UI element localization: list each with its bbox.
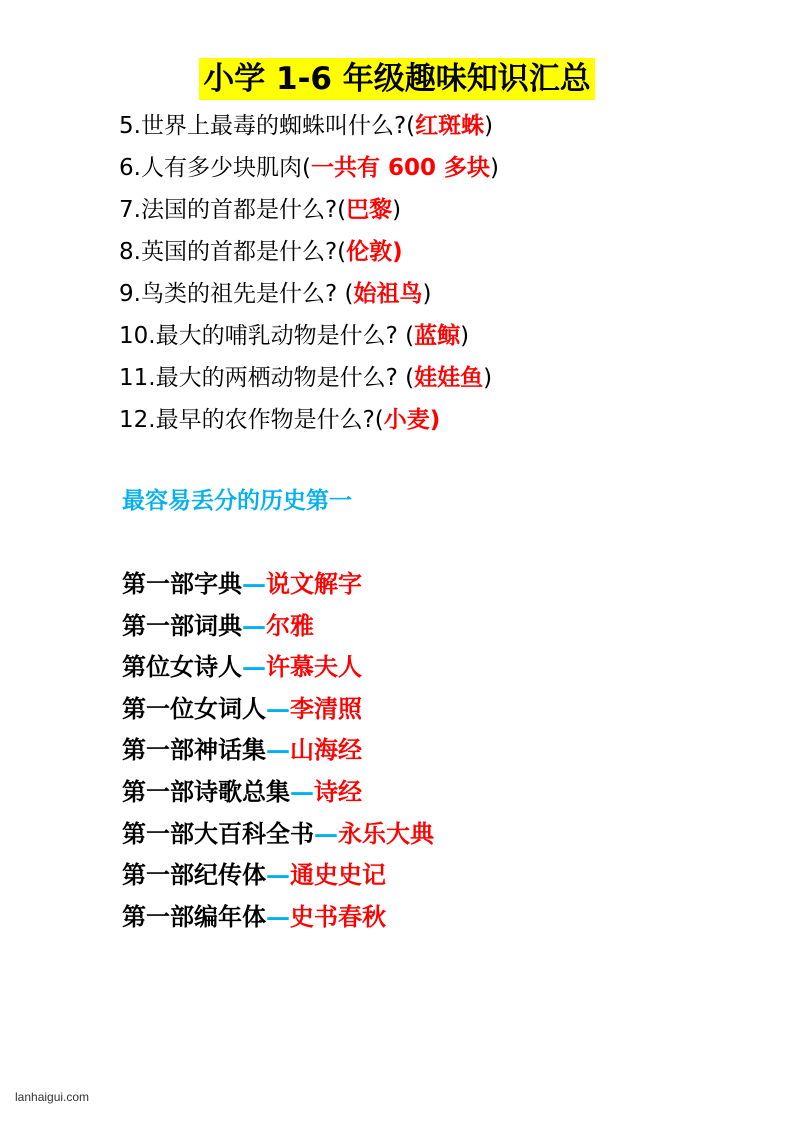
qa-close-paren: ) <box>460 323 470 349</box>
qa-open-paren: ( <box>406 113 416 139</box>
first-answer: 永乐大典 <box>338 818 434 848</box>
history-first-item <box>122 605 434 647</box>
first-dash: — <box>266 860 290 890</box>
history-first-item <box>122 896 434 938</box>
qa-item <box>119 105 499 147</box>
qa-close-paren: ) <box>392 197 402 223</box>
qa-answer: 小麦) <box>383 407 441 433</box>
section-heading: 最容易丢分的历史第一 <box>122 487 352 514</box>
page-title: 小学 1-6 年级趣味知识汇总 <box>199 58 595 100</box>
qa-open-paren: ( <box>344 281 354 307</box>
qa-question: 7.法国的首都是什么? <box>119 197 338 223</box>
first-label: 第一部诗歌总集 <box>122 776 290 806</box>
qa-close-paren: ) <box>422 281 432 307</box>
qa-open-paren: ( <box>374 407 384 433</box>
history-first-item <box>122 563 434 605</box>
first-answer: 山海经 <box>290 735 362 765</box>
history-first-item <box>122 771 434 813</box>
qa-question: 11.最大的两栖动物是什么? <box>119 365 406 391</box>
first-answer: 说文解字 <box>266 569 362 598</box>
qa-list <box>119 105 499 441</box>
qa-close-paren: ) <box>489 155 499 181</box>
first-answer: 通史史记 <box>290 860 386 890</box>
first-label: 第一部纪传体 <box>122 860 266 890</box>
history-first-item <box>122 688 434 730</box>
qa-answer: 一共有 600 多块 <box>310 155 490 181</box>
qa-answer: 蓝鲸 <box>414 323 461 349</box>
qa-close-paren: ) <box>483 365 493 391</box>
qa-open-paren: ( <box>337 239 347 265</box>
qa-item <box>119 399 499 441</box>
qa-answer: 红斑蛛 <box>415 113 485 139</box>
qa-open-paren: ( <box>301 155 311 181</box>
first-dash: — <box>242 610 266 640</box>
qa-open-paren: ( <box>405 323 415 349</box>
first-answer: 诗经 <box>314 776 362 806</box>
first-label: 第位女诗人 <box>122 652 242 682</box>
qa-close-paren: ) <box>484 113 494 139</box>
first-dash: — <box>266 693 290 723</box>
first-dash: — <box>242 652 266 682</box>
first-dash: — <box>242 569 266 598</box>
history-first-item <box>122 729 434 771</box>
qa-item <box>119 273 499 315</box>
qa-open-paren: ( <box>405 365 415 391</box>
qa-answer: 始祖鸟 <box>353 281 423 307</box>
first-dash: — <box>266 735 290 765</box>
qa-item <box>119 357 499 399</box>
first-answer: 李清照 <box>290 693 362 723</box>
qa-item <box>119 147 499 189</box>
first-answer: 许慕夫人 <box>266 652 362 682</box>
history-first-item <box>122 646 434 688</box>
qa-answer: 娃娃鱼 <box>414 365 484 391</box>
first-dash: — <box>290 776 314 806</box>
qa-question: 12.最早的农作物是什么? <box>119 407 375 433</box>
qa-item <box>119 189 499 231</box>
history-firsts-list <box>122 563 434 937</box>
first-label: 第一部字典 <box>122 569 242 598</box>
first-label: 第一部神话集 <box>122 735 266 765</box>
qa-question: 8.英国的首都是什么? <box>119 239 338 265</box>
qa-question: 10.最大的哺乳动物是什么? <box>119 323 406 349</box>
qa-item <box>119 231 499 273</box>
first-label: 第一部大百科全书 <box>122 818 314 848</box>
qa-open-paren: ( <box>337 197 347 223</box>
qa-item <box>119 315 499 357</box>
first-label: 第一部词典 <box>122 610 242 640</box>
first-label: 第一部编年体 <box>122 901 266 931</box>
first-label: 第一位女词人 <box>122 693 266 723</box>
qa-question: 6.人有多少块肌肉 <box>119 155 302 181</box>
qa-question: 5.世界上最毒的蜘蛛叫什么? <box>119 113 407 139</box>
qa-question: 9.鸟类的祖先是什么? <box>119 281 345 307</box>
first-answer: 尔雅 <box>266 610 314 640</box>
qa-answer: 伦敦) <box>346 239 403 265</box>
history-first-item <box>122 813 434 855</box>
qa-answer: 巴黎 <box>346 197 393 223</box>
site-watermark: lanhaigui.com <box>15 1090 90 1104</box>
first-answer: 史书春秋 <box>290 901 386 931</box>
title-wrapper <box>0 58 794 100</box>
history-first-item <box>122 854 434 896</box>
first-dash: — <box>266 901 290 931</box>
first-dash: — <box>314 818 338 848</box>
